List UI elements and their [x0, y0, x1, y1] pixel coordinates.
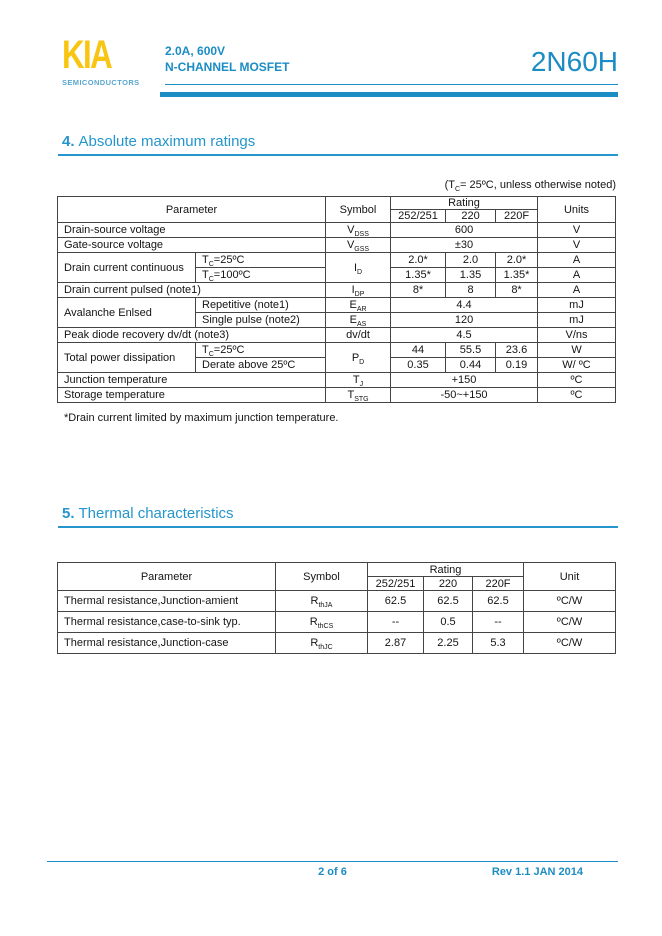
parameter-cell: Storage temperature: [58, 388, 326, 403]
section5-underline: [58, 526, 618, 528]
parameter-cell: Gate-source voltage: [58, 238, 326, 253]
table-row: [58, 328, 616, 343]
section4-title: 4. Absolute maximum ratings: [62, 133, 256, 150]
absolute-maximum-ratings-table: [57, 196, 616, 403]
symbol-cell: dv/dt: [326, 328, 391, 343]
symbol-cell: $I_D$: [326, 253, 391, 283]
unit-cell: V/ns: [538, 328, 616, 343]
rating-cell: 44: [391, 343, 446, 358]
rating-cell: 1.35*: [391, 268, 446, 283]
rating-cell: 0.19: [496, 358, 538, 373]
variant-header-220: 220: [424, 577, 473, 591]
parameter-cell: Drain current pulsed (note1): [58, 283, 326, 298]
parameter-cell: Junction temperature: [58, 373, 326, 388]
rating-cell: 55.5: [446, 343, 496, 358]
kia-logo: [62, 33, 140, 87]
rating-cell: 120: [391, 313, 538, 328]
rating-cell: --: [473, 612, 524, 633]
unit-cell: A: [538, 283, 616, 298]
column-header-rating: Rating: [368, 563, 524, 577]
table-row: [58, 633, 616, 654]
table-row: [58, 298, 616, 313]
rating-cell: 2.0*: [391, 253, 446, 268]
unit-cell: ºC/W: [524, 591, 616, 612]
table-row: [58, 238, 616, 253]
rating-cell: 8*: [496, 283, 538, 298]
kia-logo-text: KIA: [62, 33, 112, 77]
product-type-line: N-CHANNEL MOSFET: [165, 60, 290, 74]
thermal-characteristics-table: [57, 562, 616, 654]
rating-cell: 2.0*: [496, 253, 538, 268]
section5-title: 5. Thermal characteristics: [62, 505, 234, 522]
symbol-cell: $E_{AS}$: [326, 313, 391, 328]
symbol-cell: $R_{thJC}$: [276, 633, 368, 654]
rating-cell: 1.35*: [496, 268, 538, 283]
column-header-parameter: Parameter: [58, 563, 276, 591]
symbol-cell: $R_{thJA}$: [276, 591, 368, 612]
table-row: [58, 388, 616, 403]
rating-cell: ±30: [391, 238, 538, 253]
unit-cell: ºC: [538, 373, 616, 388]
header-rule-thick: [160, 92, 618, 97]
section4-underline: [58, 154, 618, 156]
parameter-cell: Drain current continuous: [58, 253, 196, 283]
condition-cell: Repetitive (note1): [196, 298, 326, 313]
table-row: [58, 612, 616, 633]
variant-header-252-251: 252/251: [391, 210, 446, 223]
symbol-cell: $T_J$: [326, 373, 391, 388]
table-header-row: [58, 563, 616, 577]
rating-cell: 2.25: [424, 633, 473, 654]
table-row: [58, 223, 616, 238]
unit-cell: ºC/W: [524, 633, 616, 654]
column-header-unit: Unit: [524, 563, 616, 591]
parameter-cell: Thermal resistance,case-to-sink typ.: [58, 612, 276, 633]
parameter-cell: Drain-source voltage: [58, 223, 326, 238]
symbol-cell: $R_{thCS}$: [276, 612, 368, 633]
unit-cell: A: [538, 253, 616, 268]
unit-cell: V: [538, 223, 616, 238]
product-rating-line: 2.0A, 600V: [165, 44, 226, 58]
condition-cell: $T_C=25ºC$: [196, 343, 326, 358]
rating-cell: 62.5: [424, 591, 473, 612]
part-number: 2N60H: [530, 46, 618, 77]
rating-cell: 8*: [391, 283, 446, 298]
header-rule-thin: [165, 84, 618, 85]
symbol-cell: $V_{DSS}$: [326, 223, 391, 238]
product-description: [165, 43, 289, 75]
table-header-row: [58, 197, 616, 210]
table-row: [58, 253, 616, 268]
condition-cell: $T_C=25ºC$: [196, 253, 326, 268]
column-header-symbol: Symbol: [276, 563, 368, 591]
section4-number: 4.: [62, 133, 75, 150]
symbol-cell: $T_{STG}$: [326, 388, 391, 403]
page-number: 2 of 6: [318, 866, 347, 878]
table-row: [58, 373, 616, 388]
variant-header-220: 220: [446, 210, 496, 223]
rating-cell: 1.35: [446, 268, 496, 283]
rating-cell: 23.6: [496, 343, 538, 358]
column-header-rating: Rating: [391, 197, 538, 210]
unit-cell: mJ: [538, 298, 616, 313]
rating-cell: 62.5: [473, 591, 524, 612]
section5-number: 5.: [62, 505, 75, 522]
symbol-cell: $I_{DP}$: [326, 283, 391, 298]
rating-cell: 0.35: [391, 358, 446, 373]
rating-cell: 2.87: [368, 633, 424, 654]
table-row: [58, 283, 616, 298]
rating-cell: +150: [391, 373, 538, 388]
symbol-cell: $P_D$: [326, 343, 391, 373]
unit-cell: V: [538, 238, 616, 253]
condition-cell: Derate above 25ºC: [196, 358, 326, 373]
rating-cell: 4.5: [391, 328, 538, 343]
footer-rule: [47, 861, 618, 862]
rating-cell: 600: [391, 223, 538, 238]
column-header-symbol: Symbol: [326, 197, 391, 223]
parameter-cell: Avalanche Enlsed: [58, 298, 196, 328]
table4-footnote: *Drain current limited by maximum junction temperature.: [64, 412, 339, 424]
variant-header-220f: 220F: [496, 210, 538, 223]
parameter-cell: Thermal resistance,Junction-amient: [58, 591, 276, 612]
rating-cell: 0.5: [424, 612, 473, 633]
rating-cell: 62.5: [368, 591, 424, 612]
parameter-cell: Peak diode recovery dv/dt (note3): [58, 328, 326, 343]
unit-cell: W/ ºC: [538, 358, 616, 373]
rating-cell: --: [368, 612, 424, 633]
symbol-cell: $V_{GSS}$: [326, 238, 391, 253]
unit-cell: ºC/W: [524, 612, 616, 633]
rating-cell: 0.44: [446, 358, 496, 373]
condition-cell: $T_C=100ºC$: [196, 268, 326, 283]
table-row: [58, 591, 616, 612]
variant-header-220f: 220F: [473, 577, 524, 591]
rating-cell: 8: [446, 283, 496, 298]
parameter-cell: Total power dissipation: [58, 343, 196, 373]
unit-cell: mJ: [538, 313, 616, 328]
variant-header-252-251: 252/251: [368, 577, 424, 591]
rating-cell: 4.4: [391, 298, 538, 313]
revision-label: Rev 1.1 JAN 2014: [491, 866, 583, 878]
parameter-cell: Thermal resistance,Junction-case: [58, 633, 276, 654]
rating-cell: 2.0: [446, 253, 496, 268]
condition-cell: Single pulse (note2): [196, 313, 326, 328]
kia-logo-subtext: SEMICONDUCTORS: [62, 78, 140, 87]
column-header-units: Units: [538, 197, 616, 223]
unit-cell: W: [538, 343, 616, 358]
unit-cell: ºC: [538, 388, 616, 403]
column-header-parameter: Parameter: [58, 197, 326, 223]
table-row: [58, 343, 616, 358]
symbol-cell: $E_{AR}$: [326, 298, 391, 313]
unit-cell: A: [538, 268, 616, 283]
rating-cell: 5.3: [473, 633, 524, 654]
test-condition-note: ($T_C=$ 25ºC, unless otherwise noted): [444, 179, 616, 194]
rating-cell: -50~+150: [391, 388, 538, 403]
